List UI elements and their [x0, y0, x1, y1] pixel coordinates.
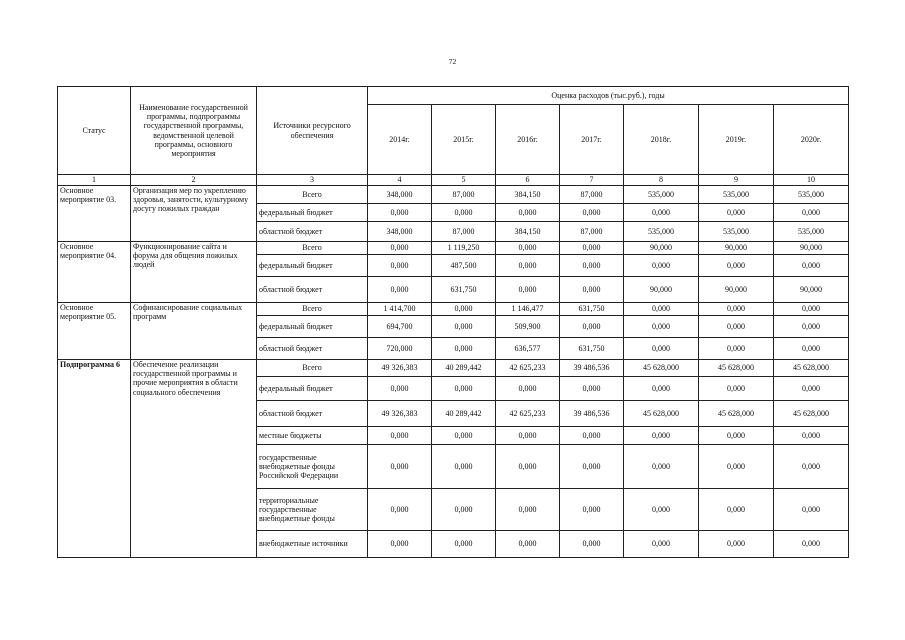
status-cell: Подпрограмма 6: [58, 360, 131, 558]
column-number: 9: [699, 175, 774, 186]
value-cell: 0,000: [496, 445, 560, 489]
value-cell: 535,000: [699, 186, 774, 204]
value-cell: 0,000: [624, 489, 699, 531]
program-name-cell: Функционирование сайта и форума для общения пожилых людей: [131, 242, 257, 303]
value-cell: 0,000: [368, 427, 432, 445]
funding-source-cell: федеральный бюджет: [257, 316, 368, 338]
value-cell: 0,000: [496, 204, 560, 222]
column-number: 6: [496, 175, 560, 186]
column-numbers-row: [58, 175, 849, 186]
value-cell: 0,000: [624, 316, 699, 338]
page-number: 72: [448, 57, 457, 66]
value-cell: 0,000: [432, 377, 496, 401]
value-cell: 0,000: [699, 204, 774, 222]
value-cell: 39 486,536: [560, 401, 624, 427]
value-cell: 39 486,536: [560, 360, 624, 377]
value-cell: 0,000: [774, 255, 849, 277]
column-number: 2: [131, 175, 257, 186]
value-cell: 0,000: [699, 427, 774, 445]
value-cell: 0,000: [774, 338, 849, 360]
value-cell: 0,000: [774, 377, 849, 401]
value-cell: 0,000: [624, 377, 699, 401]
value-cell: 42 625,233: [496, 360, 560, 377]
value-cell: 45 628,000: [699, 360, 774, 377]
value-cell: 0,000: [560, 377, 624, 401]
value-cell: 87,000: [432, 186, 496, 204]
value-cell: 0,000: [496, 255, 560, 277]
value-cell: 0,000: [699, 445, 774, 489]
value-cell: 49 326,383: [368, 360, 432, 377]
value-cell: 348,000: [368, 222, 432, 242]
value-cell: 87,000: [432, 222, 496, 242]
column-number: 4: [368, 175, 432, 186]
value-cell: 0,000: [432, 338, 496, 360]
value-cell: 0,000: [368, 531, 432, 558]
value-cell: 0,000: [624, 531, 699, 558]
funding-source-cell: областной бюджет: [257, 401, 368, 427]
funding-source-cell: государственные внебюджетные фонды Российской Федерации: [257, 445, 368, 489]
status-cell: Основное мероприятие 03.: [58, 186, 131, 242]
value-cell: 348,000: [368, 186, 432, 204]
value-cell: 0,000: [699, 303, 774, 316]
table-body: [58, 186, 849, 558]
value-cell: 0,000: [368, 277, 432, 303]
value-cell: 535,000: [774, 186, 849, 204]
value-cell: 45 628,000: [699, 401, 774, 427]
value-cell: 0,000: [432, 531, 496, 558]
value-cell: 40 289,442: [432, 401, 496, 427]
value-cell: 636,577: [496, 338, 560, 360]
header-name: Наименование государственной программы, подпрограммы государственной программы, ведомственной целевой программы, основного мероприятия: [131, 87, 257, 175]
value-cell: 631,750: [560, 303, 624, 316]
value-cell: 0,000: [432, 316, 496, 338]
program-name-cell: Организация мер по укреплению здоровья, занятости, культурному досугу пожилых граждан: [131, 186, 257, 242]
value-cell: 0,000: [496, 242, 560, 255]
value-cell: 0,000: [774, 531, 849, 558]
value-cell: 90,000: [624, 242, 699, 255]
table-row: [58, 186, 849, 204]
value-cell: 535,000: [624, 186, 699, 204]
value-cell: 384,150: [496, 222, 560, 242]
value-cell: 90,000: [699, 277, 774, 303]
funding-source-cell: территориальные государственные внебюджетные фонды: [257, 489, 368, 531]
value-cell: 0,000: [496, 277, 560, 303]
status-cell: Основное мероприятие 04.: [58, 242, 131, 303]
value-cell: 0,000: [699, 377, 774, 401]
program-name-cell: Обеспечение реализации государственной программы и прочие мероприятия в области социального обеспечения: [131, 360, 257, 558]
value-cell: 0,000: [560, 427, 624, 445]
value-cell: 1 119,250: [432, 242, 496, 255]
value-cell: 0,000: [624, 445, 699, 489]
value-cell: 45 628,000: [774, 360, 849, 377]
funding-source-cell: Всего: [257, 242, 368, 255]
value-cell: 0,000: [368, 445, 432, 489]
funding-source-cell: Всего: [257, 303, 368, 316]
value-cell: 40 289,442: [432, 360, 496, 377]
value-cell: 0,000: [560, 445, 624, 489]
value-cell: 384,150: [496, 186, 560, 204]
value-cell: 631,750: [432, 277, 496, 303]
value-cell: 0,000: [496, 377, 560, 401]
value-cell: 90,000: [774, 277, 849, 303]
header-estimate: Оценка расходов (тыс.руб.), годы: [368, 87, 849, 105]
status-cell: Основное мероприятие 05.: [58, 303, 131, 360]
value-cell: 0,000: [624, 338, 699, 360]
value-cell: 0,000: [624, 303, 699, 316]
value-cell: 1 414,700: [368, 303, 432, 316]
header-status: Статус: [58, 87, 131, 175]
value-cell: 694,700: [368, 316, 432, 338]
value-cell: 0,000: [432, 489, 496, 531]
funding-source-cell: областной бюджет: [257, 222, 368, 242]
value-cell: 535,000: [774, 222, 849, 242]
column-number: 8: [624, 175, 699, 186]
value-cell: 0,000: [368, 204, 432, 222]
funding-source-cell: федеральный бюджет: [257, 204, 368, 222]
header-year: 2017г.: [560, 105, 624, 175]
funding-source-cell: федеральный бюджет: [257, 255, 368, 277]
header-year: 2015г.: [432, 105, 496, 175]
value-cell: 0,000: [624, 255, 699, 277]
column-number: 7: [560, 175, 624, 186]
value-cell: 0,000: [774, 303, 849, 316]
value-cell: 0,000: [560, 489, 624, 531]
value-cell: 42 625,233: [496, 401, 560, 427]
budget-table: [57, 86, 849, 558]
value-cell: 0,000: [774, 489, 849, 531]
table-row: [58, 303, 849, 316]
value-cell: 0,000: [496, 427, 560, 445]
value-cell: 0,000: [432, 204, 496, 222]
value-cell: 0,000: [624, 427, 699, 445]
value-cell: 509,900: [496, 316, 560, 338]
value-cell: 90,000: [774, 242, 849, 255]
value-cell: 90,000: [699, 242, 774, 255]
value-cell: 0,000: [432, 445, 496, 489]
value-cell: 0,000: [560, 531, 624, 558]
funding-source-cell: внебюджетные источники: [257, 531, 368, 558]
value-cell: 0,000: [368, 242, 432, 255]
value-cell: 535,000: [699, 222, 774, 242]
value-cell: 0,000: [560, 277, 624, 303]
value-cell: 0,000: [368, 489, 432, 531]
value-cell: 487,500: [432, 255, 496, 277]
table-row: [58, 242, 849, 255]
value-cell: 1 146,477: [496, 303, 560, 316]
value-cell: 535,000: [624, 222, 699, 242]
value-cell: 0,000: [432, 427, 496, 445]
header-year: 2019г.: [699, 105, 774, 175]
funding-source-cell: областной бюджет: [257, 277, 368, 303]
value-cell: 45 628,000: [624, 401, 699, 427]
funding-source-cell: областной бюджет: [257, 338, 368, 360]
table-header: [58, 87, 849, 186]
header-year: 2018г.: [624, 105, 699, 175]
value-cell: 0,000: [560, 316, 624, 338]
value-cell: 45 628,000: [774, 401, 849, 427]
value-cell: 87,000: [560, 186, 624, 204]
value-cell: 0,000: [699, 255, 774, 277]
value-cell: 0,000: [560, 255, 624, 277]
header-year: 2016г.: [496, 105, 560, 175]
value-cell: 87,000: [560, 222, 624, 242]
funding-source-cell: местные бюджеты: [257, 427, 368, 445]
value-cell: 0,000: [432, 303, 496, 316]
column-number: 3: [257, 175, 368, 186]
column-number: 5: [432, 175, 496, 186]
value-cell: 49 326,383: [368, 401, 432, 427]
value-cell: 0,000: [496, 489, 560, 531]
header-year: 2020г.: [774, 105, 849, 175]
value-cell: 90,000: [624, 277, 699, 303]
column-number: 10: [774, 175, 849, 186]
value-cell: 0,000: [560, 204, 624, 222]
value-cell: 0,000: [774, 316, 849, 338]
value-cell: 0,000: [496, 531, 560, 558]
value-cell: 0,000: [624, 204, 699, 222]
value-cell: 631,750: [560, 338, 624, 360]
column-number: 1: [58, 175, 131, 186]
funding-source-cell: Всего: [257, 186, 368, 204]
value-cell: 0,000: [560, 242, 624, 255]
value-cell: 0,000: [774, 427, 849, 445]
value-cell: 0,000: [368, 377, 432, 401]
table-row: [58, 360, 849, 377]
value-cell: 45 628,000: [624, 360, 699, 377]
value-cell: 0,000: [699, 316, 774, 338]
funding-source-cell: Всего: [257, 360, 368, 377]
header-sources: Источники ресурсного обеспечения: [257, 87, 368, 175]
funding-source-cell: федеральный бюджет: [257, 377, 368, 401]
value-cell: 0,000: [368, 255, 432, 277]
value-cell: 0,000: [699, 338, 774, 360]
value-cell: 720,000: [368, 338, 432, 360]
header-year: 2014г.: [368, 105, 432, 175]
value-cell: 0,000: [774, 204, 849, 222]
value-cell: 0,000: [774, 445, 849, 489]
value-cell: 0,000: [699, 489, 774, 531]
value-cell: 0,000: [699, 531, 774, 558]
program-name-cell: Софинансирование социальных программ: [131, 303, 257, 360]
